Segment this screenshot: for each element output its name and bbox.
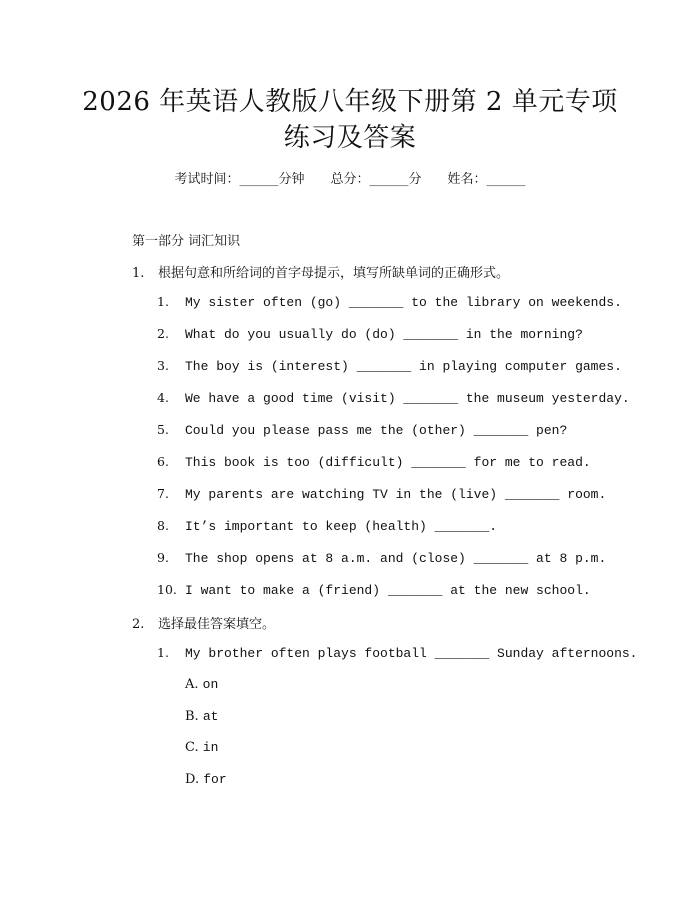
option-text: at bbox=[202, 709, 219, 724]
item-number: 3. bbox=[157, 358, 169, 373]
document-title-line1: 2026 年英语人教版八年级下册第 2 单元专项 bbox=[82, 87, 618, 117]
option-text: for bbox=[203, 772, 227, 787]
question-instruction: 选择最佳答案填空。 bbox=[158, 617, 276, 632]
document-title-line2: 练习及答案 bbox=[283, 123, 417, 153]
section-heading: 第一部分 词汇知识 bbox=[132, 234, 241, 249]
option-label: D. bbox=[185, 772, 200, 787]
list-item bbox=[157, 358, 622, 374]
item-number: 6. bbox=[157, 454, 169, 469]
item-text: My sister often (go) _______ to the library on weekends. bbox=[185, 295, 622, 310]
exam-meta bbox=[0, 168, 700, 187]
question-1 bbox=[132, 262, 509, 281]
item-text: My parents are watching TV in the (live) _______ room. bbox=[185, 487, 607, 502]
option-text: in bbox=[202, 740, 219, 755]
item-number: 9. bbox=[157, 550, 169, 565]
item-text: What do you usually do (do) _______ in the morning? bbox=[185, 327, 583, 342]
item-number: 8. bbox=[157, 518, 169, 533]
item-number: 10. bbox=[157, 582, 177, 597]
list-item bbox=[157, 645, 637, 661]
list-item bbox=[157, 326, 583, 342]
question-instruction: 根据句意和所给词的首字母提示，填写所缺单词的正确形式。 bbox=[158, 266, 510, 281]
list-item bbox=[157, 390, 630, 406]
exam-score: 总分：______分 bbox=[330, 172, 422, 187]
item-text: It’s important to keep (health) _______. bbox=[185, 519, 498, 534]
list-item bbox=[157, 582, 591, 598]
item-text: We have a good time (visit) _______ the museum yesterday. bbox=[185, 391, 630, 406]
item-text: The boy is (interest) _______ in playing computer games. bbox=[185, 359, 622, 374]
item-text: Could you please pass me the (other) _______ pen? bbox=[185, 423, 568, 438]
question-2 bbox=[132, 613, 275, 632]
exam-time: 考试时间：______分钟 bbox=[174, 172, 305, 187]
option-a bbox=[185, 677, 218, 692]
item-text: This book is too (difficult) _______ for me to read. bbox=[185, 455, 591, 470]
question-number: 1. bbox=[132, 266, 145, 281]
list-item bbox=[157, 518, 497, 534]
item-number: 1. bbox=[157, 294, 169, 309]
option-text: on bbox=[202, 677, 219, 692]
option-b bbox=[185, 709, 218, 724]
item-text: I want to make a (friend) _______ at the new school. bbox=[185, 583, 591, 598]
option-d bbox=[185, 772, 227, 787]
list-item bbox=[157, 294, 622, 310]
option-label: B. bbox=[185, 709, 199, 724]
list-item bbox=[157, 550, 606, 566]
question-number: 2. bbox=[132, 617, 145, 632]
option-c bbox=[185, 740, 218, 755]
item-number: 5. bbox=[157, 422, 169, 437]
item-number: 2. bbox=[157, 326, 169, 341]
list-item bbox=[157, 486, 606, 502]
item-text: My brother often plays football _______ Sunday afternoons. bbox=[185, 646, 638, 661]
item-text: The shop opens at 8 a.m. and (close) _______ at 8 p.m. bbox=[185, 551, 607, 566]
list-item bbox=[157, 422, 567, 438]
option-label: A. bbox=[185, 677, 199, 692]
exam-name: 姓名：______ bbox=[447, 172, 526, 187]
item-number: 4. bbox=[157, 390, 169, 405]
list-item bbox=[157, 454, 591, 470]
item-number: 7. bbox=[157, 486, 169, 501]
option-label: C. bbox=[185, 740, 199, 755]
item-number: 1. bbox=[157, 645, 169, 660]
